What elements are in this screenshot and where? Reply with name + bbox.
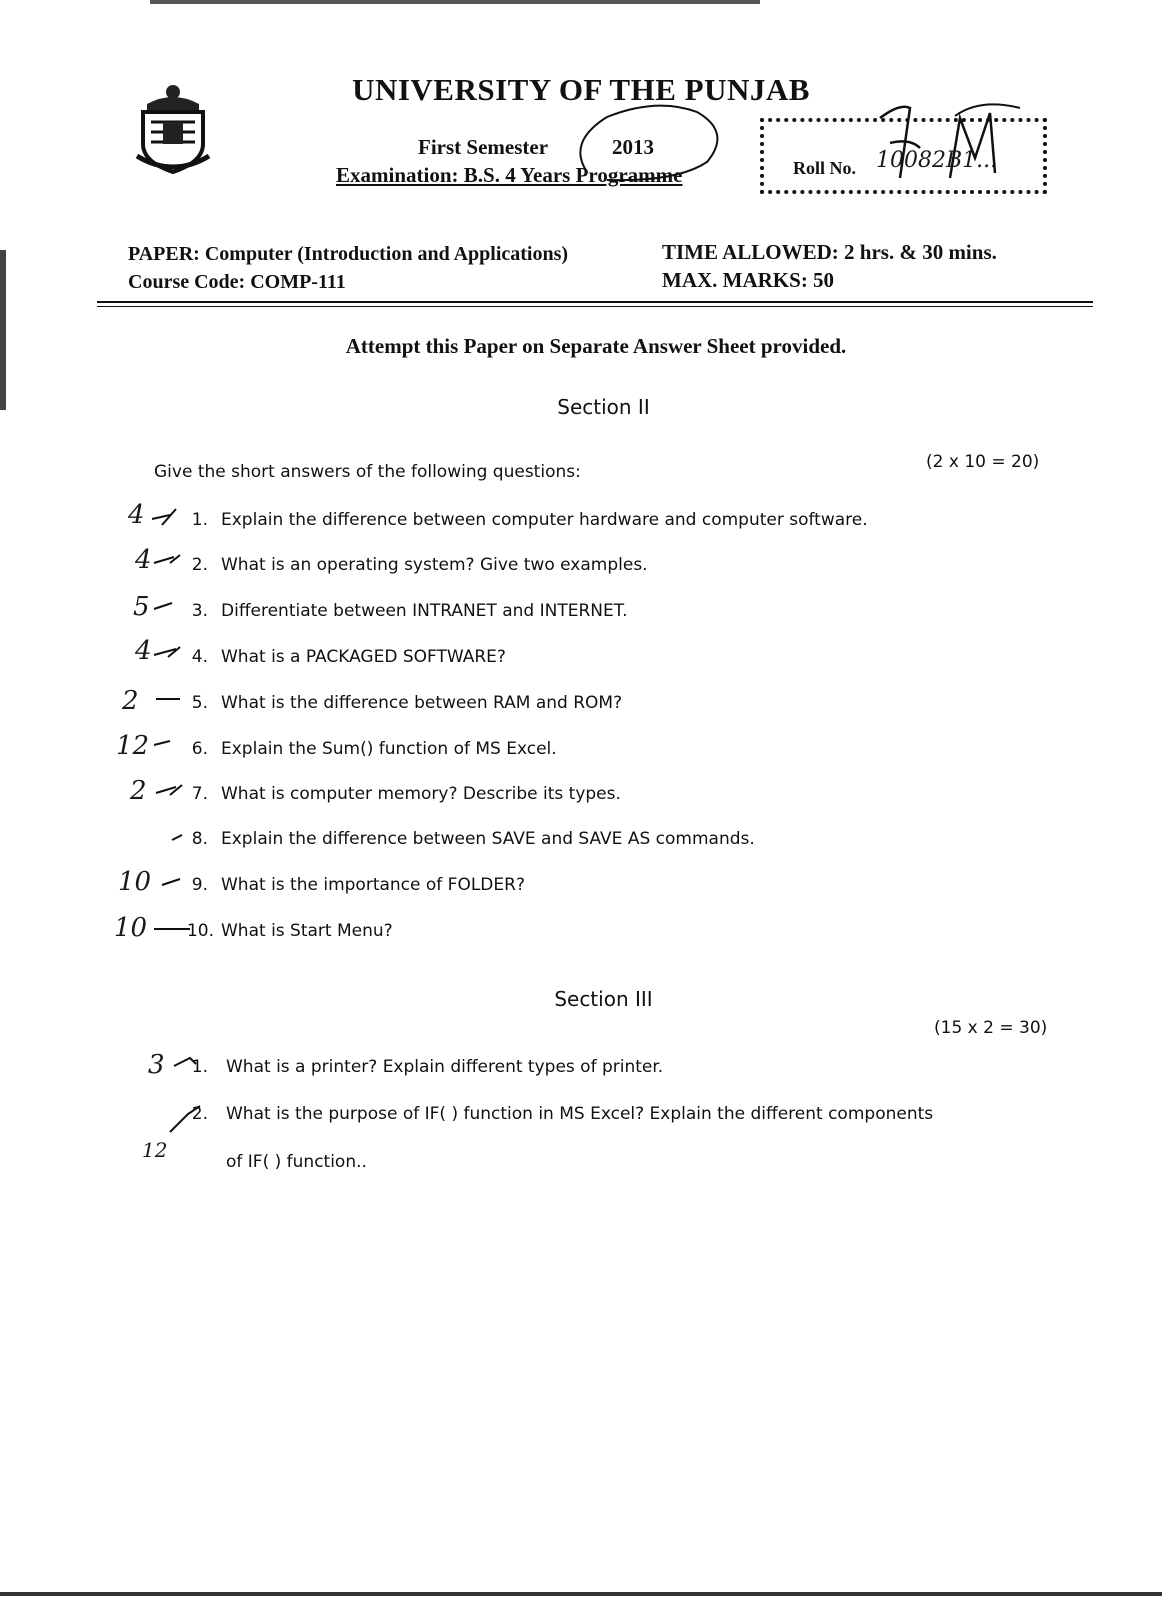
question-number: 2. xyxy=(191,555,208,575)
handwritten-tick-marks xyxy=(140,505,208,945)
question-number: 4. xyxy=(191,647,208,667)
question-text: What is a printer? Explain different types of printer. xyxy=(226,1057,664,1077)
question-mark: 2 xyxy=(122,686,139,716)
question-text: What is the importance of FOLDER? xyxy=(221,875,525,895)
question-number: 8. xyxy=(191,829,208,849)
question-number: 7. xyxy=(191,784,208,804)
question-number: 9. xyxy=(191,875,208,895)
question-number: 3. xyxy=(191,601,208,621)
question-mark: 4 xyxy=(135,636,152,666)
question-mark: 5 xyxy=(133,592,150,622)
section-ii-marks: (2 x 10 = 20) xyxy=(926,452,1040,472)
question-text: What is the purpose of IF( ) function in MS Excel? Explain the different components xyxy=(226,1104,934,1124)
handwritten-tick-marks xyxy=(160,1050,210,1140)
examination-label: Examination: B.S. 4 Years Programme xyxy=(336,163,683,187)
exam-year: 2013 xyxy=(612,135,654,159)
roll-number-label: Roll No. xyxy=(793,158,856,178)
semester-label: First Semester xyxy=(418,135,549,159)
question-text: Explain the Sum() function of MS Excel. xyxy=(221,739,557,759)
scan-edge-left xyxy=(0,250,6,410)
question-mark: 12 xyxy=(116,731,150,761)
question-mark: 4 xyxy=(135,545,152,575)
time-allowed: TIME ALLOWED: 2 hrs. & 30 mins. xyxy=(662,240,997,264)
question-text: Explain the difference between computer hardware and computer software. xyxy=(221,510,868,530)
section-ii-title: Section II xyxy=(557,395,650,419)
question-text: What is Start Menu? xyxy=(221,921,393,941)
question-number: 2. xyxy=(191,1104,208,1124)
section-iii-title: Section III xyxy=(554,987,653,1011)
header-rule-thin xyxy=(97,306,1093,307)
question-text: What is an operating system? Give two examples. xyxy=(221,555,648,575)
scan-streak-bottom xyxy=(0,1592,1162,1596)
question-text: What is computer memory? Describe its types. xyxy=(221,784,621,804)
section-iii-marks: (15 x 2 = 30) xyxy=(934,1018,1048,1038)
question-number: 6. xyxy=(191,739,208,759)
university-title: UNIVERSITY OF THE PUNJAB xyxy=(352,72,810,107)
header-rule xyxy=(97,301,1093,303)
question-number: 5. xyxy=(191,693,208,713)
question-text: What is the difference between RAM and ROM? xyxy=(221,693,623,713)
question-mark: 3 xyxy=(148,1050,165,1080)
question-number: 1. xyxy=(191,510,208,530)
roll-number-value: 10082B1... xyxy=(876,148,998,173)
handwritten-signature xyxy=(860,98,1050,188)
question-mark: 2 xyxy=(130,776,147,806)
question-mark: 12 xyxy=(142,1138,168,1162)
max-marks: MAX. MARKS: 50 xyxy=(662,268,835,292)
question-text: Differentiate between INTRANET and INTERNET. xyxy=(221,601,628,621)
scan-streak-top xyxy=(150,0,760,4)
question-number: 10. xyxy=(186,921,214,941)
section-ii-instruction: Give the short answers of the following questions: xyxy=(154,462,581,482)
question-text-continued: of IF( ) function.. xyxy=(226,1152,367,1172)
paper-title: PAPER: Computer (Introduction and Applications) xyxy=(128,243,569,265)
question-mark: 10 xyxy=(118,867,152,897)
question-mark: 10 xyxy=(114,913,148,943)
course-code: Course Code: COMP-111 xyxy=(128,271,346,293)
question-number: 1. xyxy=(191,1057,208,1077)
question-text: What is a PACKAGED SOFTWARE? xyxy=(221,647,506,667)
question-mark: 4 xyxy=(128,500,145,530)
instruction-banner: Attempt this Paper on Separate Answer Sheet provided. xyxy=(345,334,847,358)
question-text: Explain the difference between SAVE and SAVE AS commands. xyxy=(221,829,755,849)
